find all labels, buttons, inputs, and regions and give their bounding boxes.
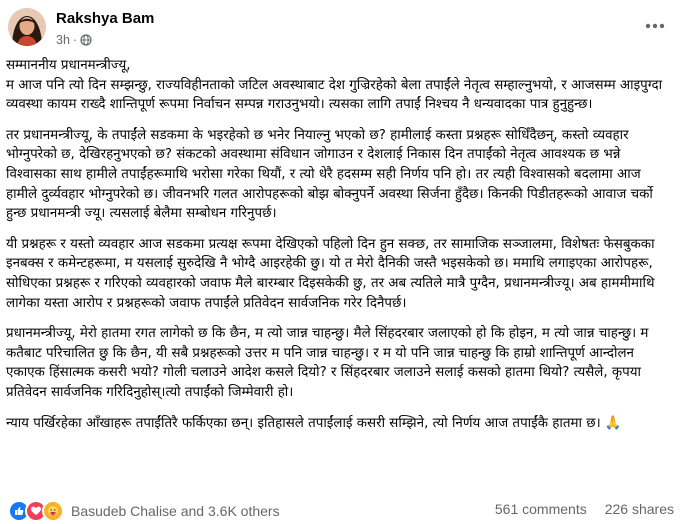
avatar-image (8, 8, 46, 46)
more-options-button[interactable] (640, 14, 670, 38)
post-meta (56, 33, 92, 47)
post-paragraph: यी प्रश्नहरू र यस्तो व्यवहार आज सडकमा प्रत्यक्ष रूपमा देखिएको पहिलो दिन हुन सक्छ, तर सामाजिक सञ्जालमा, विशेषतः फेसबुकका इनबक्स र कमेन्टहरूमा, म यसलाई सुरुदेखि नै भोग्दै आइरहेकी छु। यो त मेरो दैनिकी जस्तै भइसकेको छ। ममाथि लगाइएका आरोपहरू, सोधिएका प्रश्नहरू र गरिएको व्यवहारको जवाफ मैले बारम्बार दिइसकेकी छु, तर अब त्यतिले मात्रै पुग्दैन, प्रधानमन्त्रीज्यू। अब हाममीमाथि लागेका यस्ता आरोप र प्रश्नहरूको जवाफ तपाईंले प्रतिवेदन सार्वजनिक गरेर दिनैपर्छ। (6, 236, 655, 311)
meta-separator: · (72, 33, 78, 47)
care-icon (42, 500, 64, 522)
shares-count[interactable]: 226 shares (604, 501, 674, 517)
reactions-summary[interactable] (8, 500, 280, 522)
post-time[interactable]: 3h (56, 33, 70, 47)
globe-icon (80, 34, 92, 46)
more-options-icon (645, 23, 665, 29)
post-paragraph: न्याय पर्खिरहेका आँखाहरू तपाईंतिरै फर्किएका छन्। इतिहासले तपाईंलाई कसरी सम्झिने, त्यो निर्णय आज तपाईंकै हातमा छ। 🙏 (6, 415, 622, 431)
post-body (6, 56, 672, 444)
author-name[interactable]: Rakshya Bam (56, 10, 155, 27)
post-paragraph: प्रधानमन्त्रीज्यू, मेरो हातमा रगत लागेको छ कि छैन, म त्यो जान्न चाहन्छु। मैले सिंहदरबार जलाएको हो कि होइन, म त्यो जान्न चाहन्छु। म कतैबाट परिचालित छु कि छैन, यी सबै प्रश्नहरूको उत्तर म पनि जान्न चाहन्छु। र म यो पनि जान्न चाहन्छु कि हाम्रो शान्तिपूर्ण आन्दोलन एकाएक हिंसात्मक कसरी भयो? गोली चलाउने आदेश कसले दियो? र सिंहदरबार जलाउने सलाई कसको हातमा थियो? त्यसैले, कृपया प्रतिवेदन सार्वजनिक गरिदिनुहोस्।त्यो तपाईंको जिम्मेवारी हो। (6, 326, 649, 400)
post-paragraph: तर प्रधानमन्त्रीज्यू, के तपाईंले सडकमा के भइरहेको छ भनेर नियाल्नु भएको छ? हामीलाई कस्ता प्रश्नहरू सोधिँदैछन्, कस्तो व्यवहार भोग्नुपरेको छ, देखिरहनुभएको छ? संकटको अवस्थामा संविधान जोगाउन र देशलाई निकास दिन तपाईंको नेतृत्व आवश्यक छ भन्ने विश्वासका साथ हामीले तपाईंहरूमाथि भरोसा गरेका थियौं, र त्यो धेरै हदसम्म सही निर्णय पनि हो। तर त्यही विश्वासको बदलामा आज हामीले दुर्व्यवहार भोग्नुपरेको छ। जीवनभरि गलत आरोपहरूको बोझ बोक्नुपर्ने अवस्था सिर्जना हुँदैछ। किनकी पिडीतहरूको आवाज चर्को हुन्छ प्रधानमन्त्री ज्यू। त्यसलाई बेलैमा सम्बोधन गरिनुपर्छ। (6, 127, 653, 222)
post-paragraph: सम्माननीय प्रधानमन्त्रीज्यू, म आज पनि त्यो दिन सम्झन्छु, राज्यविहीनताको जटिल अवस्थाबाट देश गुज्रिरहेको बेला तपाईंले नेतृत्व सम्हाल्नुभयो, र आजसम्म आइपुग्दा व्यवस्था कायम राख्दै शान्तिपूर्ण रूपमा निर्वाचन सम्पन्न गराउनुभयो। त्यसका लागि तपाईं निश्चय नै धन्यवादका पात्र हुनुहुन्छ। (6, 58, 663, 113)
post-header (0, 0, 684, 52)
comments-count[interactable]: 561 comments (494, 501, 587, 517)
reactions-text[interactable]: Basudeb Chalise and 3.6K others (71, 503, 280, 519)
avatar[interactable] (8, 8, 46, 46)
post-footer (0, 494, 684, 524)
engagement-counts (495, 501, 674, 517)
reaction-icons (8, 500, 59, 522)
